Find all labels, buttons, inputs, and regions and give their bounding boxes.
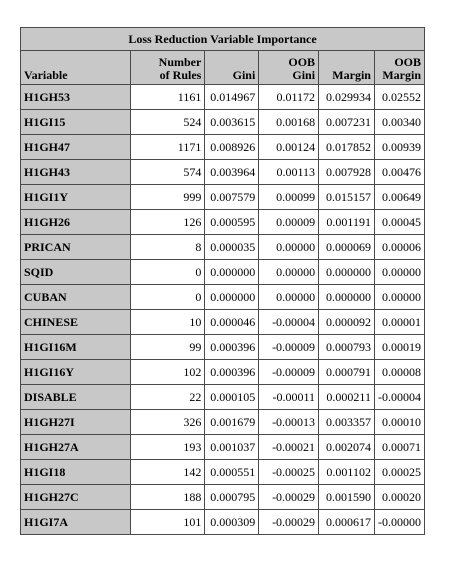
row-header-variable: CUBAN [21,285,131,310]
cell-margin: 0.000617 [319,510,375,535]
table-row [21,510,425,535]
cell-gini: 0.001037 [205,435,259,460]
cell-oob-gini: 0.00000 [259,235,319,260]
row-header-variable: CHINESE [21,310,131,335]
row-header-variable: H1GI15 [21,110,131,135]
table-row [21,435,425,460]
cell-number-of-rules: 0 [130,260,204,285]
cell-margin: 0.000000 [319,260,375,285]
cell-margin: 0.003357 [319,410,375,435]
column-header-text: of Rules [159,68,202,82]
cell-oob-gini: 0.00099 [259,185,319,210]
table-title: Loss Reduction Variable Importance [21,28,425,51]
cell-oob-margin: 0.00010 [374,410,424,435]
row-header-variable: H1GH53 [21,85,131,110]
table-row [21,185,425,210]
cell-number-of-rules: 574 [130,160,204,185]
cell-margin: 0.007231 [319,110,375,135]
table-row [21,485,425,510]
cell-gini: 0.000046 [205,310,259,335]
cell-gini: 0.000105 [205,385,259,410]
cell-gini: 0.007579 [205,185,259,210]
cell-oob-gini: 0.00000 [259,260,319,285]
cell-margin: 0.001191 [319,210,375,235]
column-header-row [21,51,425,85]
table-row [21,260,425,285]
cell-oob-gini: -0.00013 [259,410,319,435]
table-row [21,160,425,185]
table-row [21,285,425,310]
table-row [21,310,425,335]
column-header-text: Margin [382,68,421,82]
variable-importance-table [20,27,425,535]
cell-margin: 0.000793 [319,335,375,360]
cell-oob-gini: -0.00011 [259,385,319,410]
cell-oob-gini: 0.00168 [259,110,319,135]
cell-oob-gini: -0.00029 [259,485,319,510]
column-header-gini [205,51,259,85]
cell-gini: 0.014967 [205,85,259,110]
cell-margin: 0.007928 [319,160,375,185]
row-header-variable: PRICAN [21,235,131,260]
row-header-variable: H1GH43 [21,160,131,185]
cell-number-of-rules: 22 [130,385,204,410]
column-header-text: OOB [394,55,421,69]
row-header-variable: H1GH27I [21,410,131,435]
cell-number-of-rules: 999 [130,185,204,210]
cell-gini: 0.000396 [205,360,259,385]
column-header-text: OOB [288,55,316,69]
row-header-variable: H1GH26 [21,210,131,235]
cell-gini: 0.008926 [205,135,259,160]
row-header-variable: H1GI1Y [21,185,131,210]
cell-oob-gini: -0.00009 [259,335,319,360]
column-header-margin [319,51,375,85]
row-header-variable: H1GH27C [21,485,131,510]
cell-oob-gini: -0.00004 [259,310,319,335]
table-row [21,410,425,435]
cell-oob-margin: -0.00004 [374,385,424,410]
cell-oob-margin: 0.00001 [374,310,424,335]
cell-oob-margin: 0.00340 [374,110,424,135]
cell-number-of-rules: 524 [130,110,204,135]
cell-oob-gini: 0.00124 [259,135,319,160]
cell-oob-gini: 0.00009 [259,210,319,235]
cell-oob-margin: 0.00008 [374,360,424,385]
column-header-text: Gini [232,68,256,82]
table-row [21,135,425,160]
cell-number-of-rules: 101 [130,510,204,535]
cell-oob-gini: -0.00009 [259,360,319,385]
cell-margin: 0.001590 [319,485,375,510]
cell-number-of-rules: 126 [130,210,204,235]
table-body [21,85,425,535]
cell-number-of-rules: 142 [130,460,204,485]
cell-gini: 0.000000 [205,260,259,285]
cell-oob-margin: 0.00000 [374,285,424,310]
cell-oob-gini: 0.00113 [259,160,319,185]
cell-oob-margin: 0.00649 [374,185,424,210]
cell-gini: 0.000035 [205,235,259,260]
cell-number-of-rules: 188 [130,485,204,510]
column-header-variable [21,51,131,85]
cell-oob-margin: 0.00476 [374,160,424,185]
cell-oob-gini: 0.00000 [259,285,319,310]
column-header-oob-gini [259,51,319,85]
cell-oob-margin: 0.00000 [374,260,424,285]
cell-gini: 0.001679 [205,410,259,435]
row-header-variable: H1GI16M [21,335,131,360]
cell-gini: 0.000551 [205,460,259,485]
cell-oob-margin: 0.00006 [374,235,424,260]
table-row [21,235,425,260]
column-header-oob-margin [374,51,424,85]
cell-gini: 0.000309 [205,510,259,535]
table-row [21,110,425,135]
column-header-number-of-rules [130,51,204,85]
column-header-text: Variable [24,68,68,82]
cell-number-of-rules: 0 [130,285,204,310]
table-row [21,460,425,485]
cell-oob-gini: -0.00029 [259,510,319,535]
row-header-variable: H1GH27A [21,435,131,460]
cell-number-of-rules: 1171 [130,135,204,160]
cell-margin: 0.000092 [319,310,375,335]
cell-margin: 0.000791 [319,360,375,385]
cell-oob-gini: 0.01172 [259,85,319,110]
row-header-variable: DISABLE [21,385,131,410]
cell-number-of-rules: 102 [130,360,204,385]
table-row [21,85,425,110]
cell-oob-gini: -0.00021 [259,435,319,460]
cell-gini: 0.000000 [205,285,259,310]
cell-oob-margin: 0.00045 [374,210,424,235]
table-row [21,360,425,385]
cell-oob-margin: 0.02552 [374,85,424,110]
cell-gini: 0.000396 [205,335,259,360]
cell-oob-margin: 0.00025 [374,460,424,485]
table-row [21,335,425,360]
cell-gini: 0.000795 [205,485,259,510]
cell-gini: 0.003964 [205,160,259,185]
table-row [21,385,425,410]
cell-gini: 0.003615 [205,110,259,135]
row-header-variable: SQID [21,260,131,285]
cell-margin: 0.029934 [319,85,375,110]
cell-number-of-rules: 99 [130,335,204,360]
cell-oob-gini: -0.00025 [259,460,319,485]
cell-margin: 0.000000 [319,285,375,310]
cell-margin: 0.017852 [319,135,375,160]
cell-number-of-rules: 193 [130,435,204,460]
cell-margin: 0.000069 [319,235,375,260]
cell-number-of-rules: 8 [130,235,204,260]
cell-margin: 0.001102 [319,460,375,485]
cell-oob-margin: 0.00071 [374,435,424,460]
cell-margin: 0.002074 [319,435,375,460]
cell-number-of-rules: 326 [130,410,204,435]
row-header-variable: H1GI18 [21,460,131,485]
column-header-text: Gini [292,68,316,82]
cell-oob-margin: 0.00019 [374,335,424,360]
row-header-variable: H1GI16Y [21,360,131,385]
cell-number-of-rules: 10 [130,310,204,335]
cell-number-of-rules: 1161 [130,85,204,110]
cell-margin: 0.015157 [319,185,375,210]
cell-oob-margin: 0.00020 [374,485,424,510]
column-header-text: Margin [332,68,371,82]
cell-gini: 0.000595 [205,210,259,235]
column-header-text: Number [158,55,202,69]
table-row [21,210,425,235]
row-header-variable: H1GH47 [21,135,131,160]
cell-margin: 0.000211 [319,385,375,410]
row-header-variable: H1GI7A [21,510,131,535]
cell-oob-margin: 0.00939 [374,135,424,160]
cell-oob-margin: -0.00000 [374,510,424,535]
